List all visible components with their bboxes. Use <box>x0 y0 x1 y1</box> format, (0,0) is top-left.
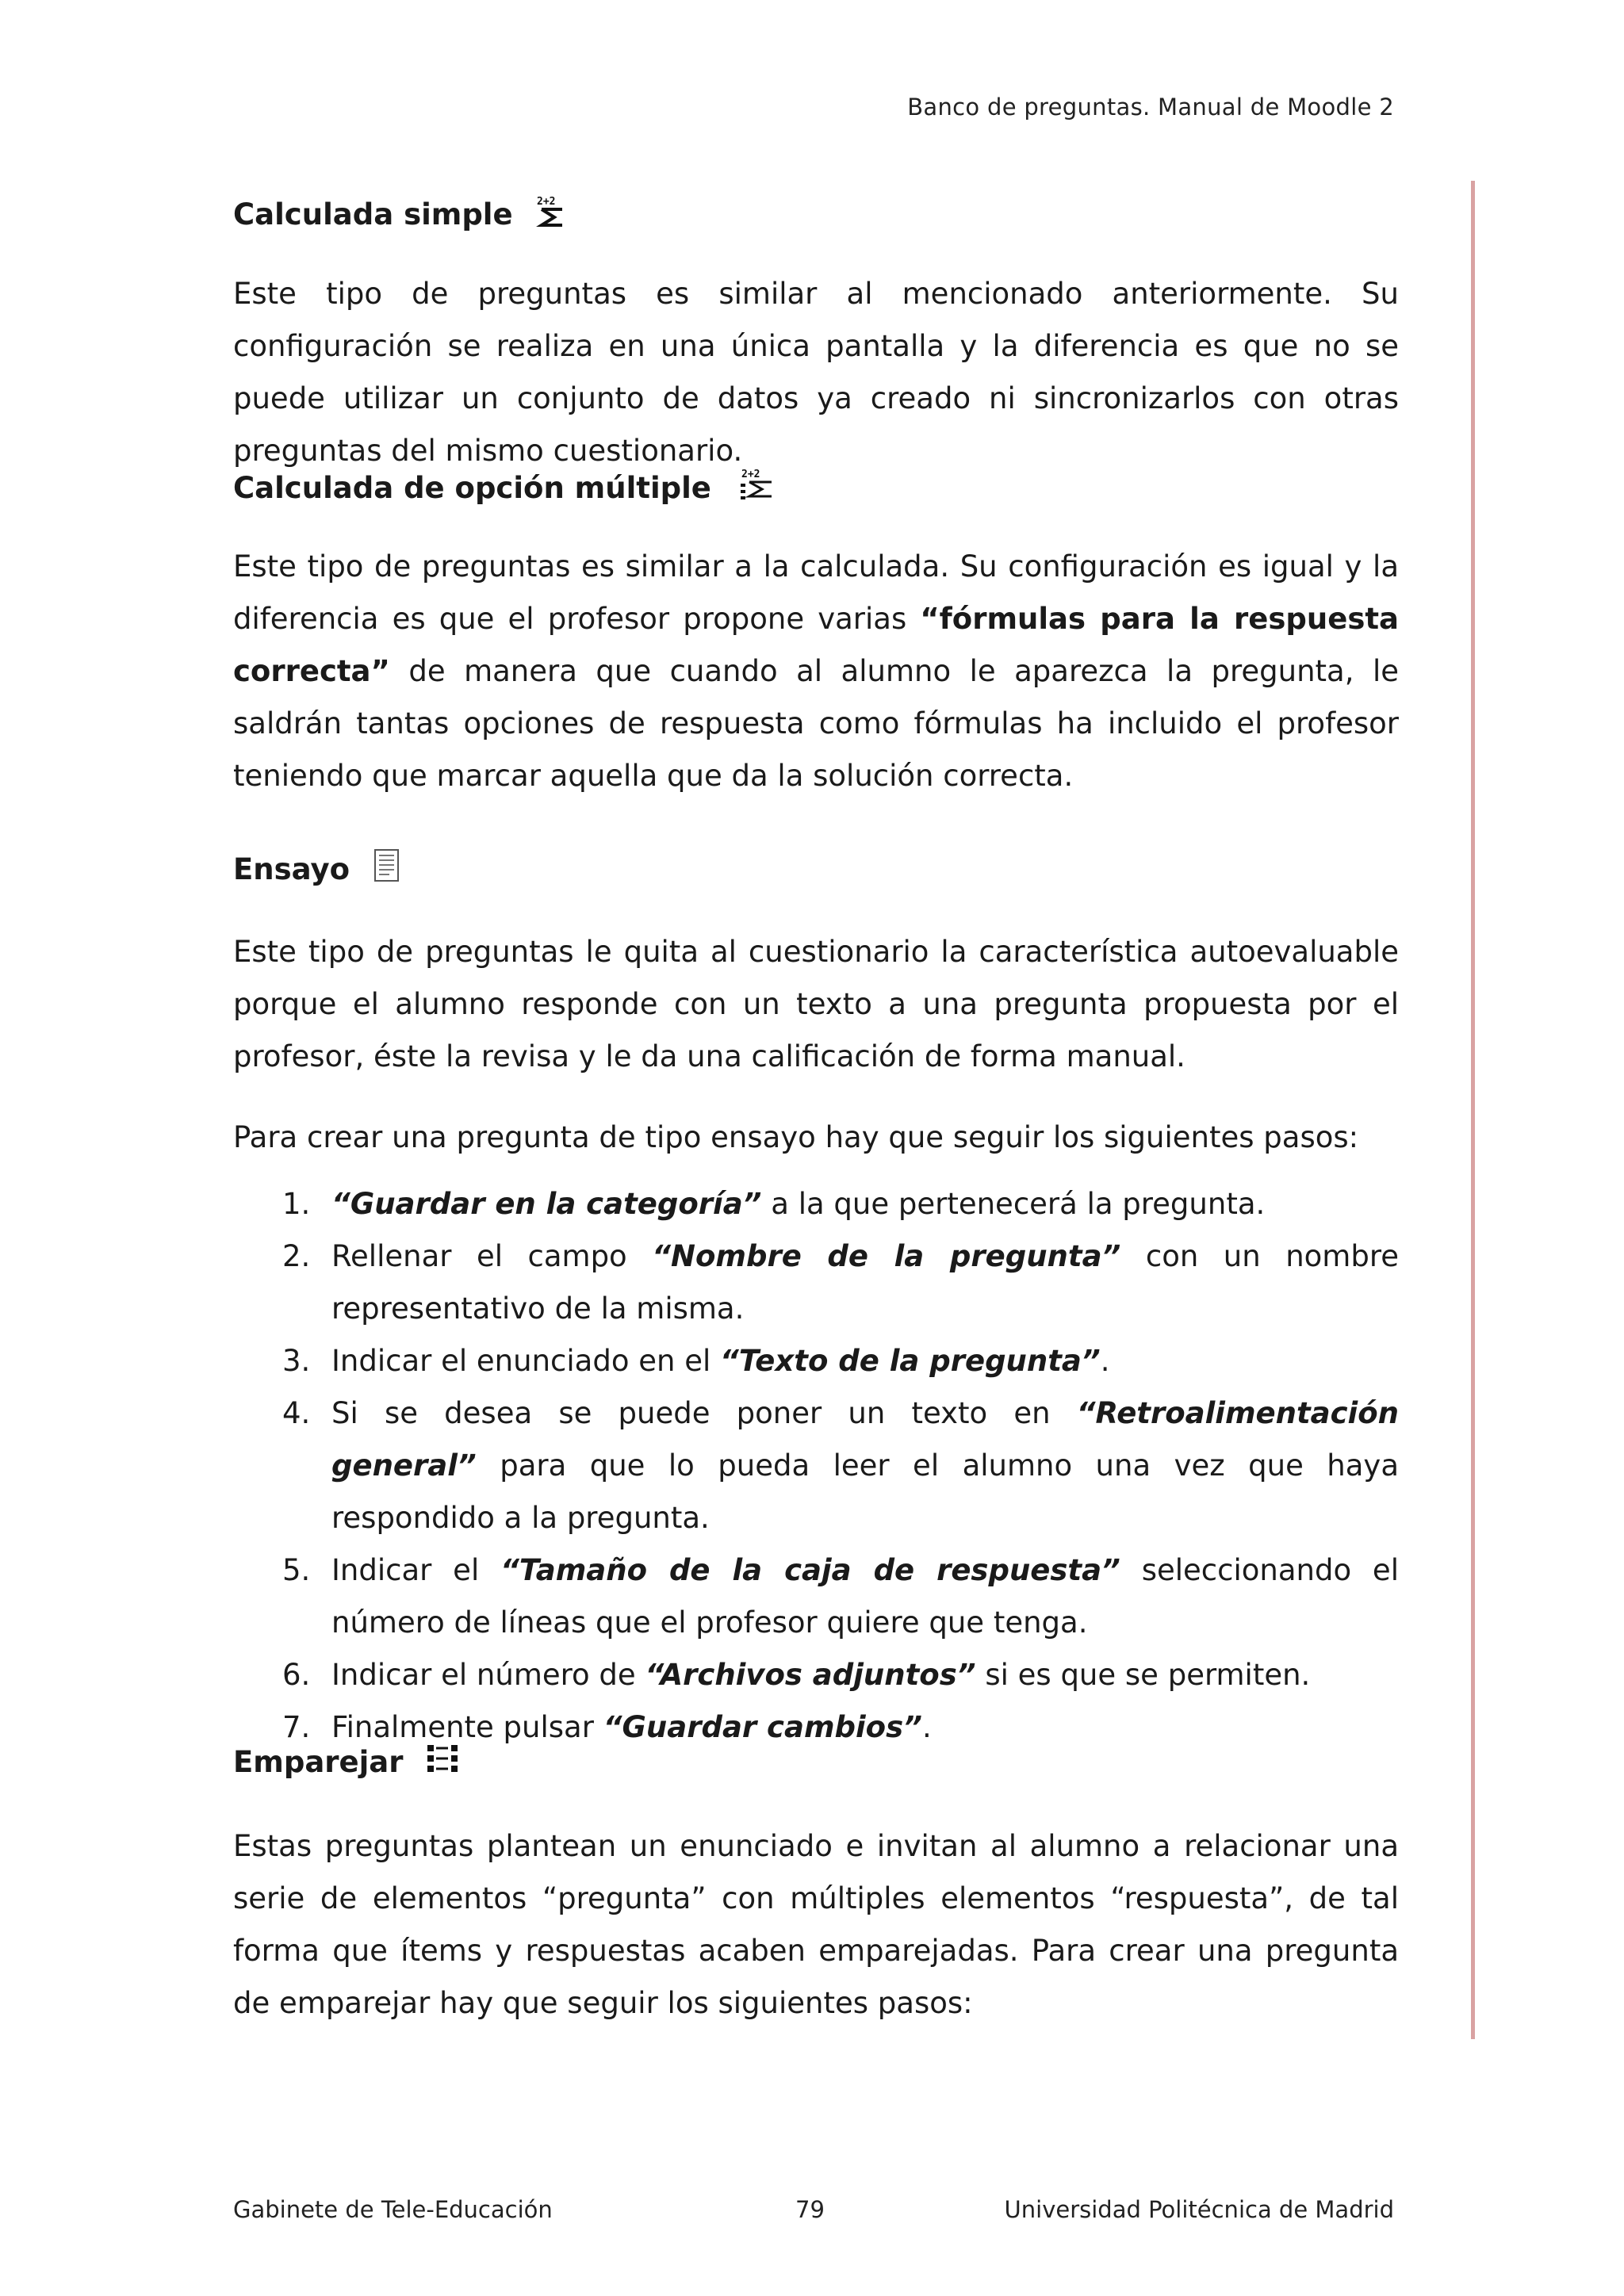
margin-rule <box>1471 181 1475 2039</box>
footer-right: Universidad Politécnica de Madrid <box>1004 2196 1394 2223</box>
heading-calculada-multiple-text: Calculada de opción múltiple <box>233 471 711 505</box>
ensayo-paragraph-1: Este tipo de preguntas le quita al cuestionario la característica autoevaluable porque el alumno responde con un texto a una pregunta propuesta por el profesor, éste la revisa y le da una calificación de forma manual. <box>233 935 1399 1073</box>
calculated-simple-icon <box>535 193 570 235</box>
ensayo-steps-list <box>233 1178 1399 1754</box>
calculada-multiple-text-a: Este tipo de preguntas es similar a la calculada. Su configuración es igual y la diferencia es que el profesor propone varias <box>233 549 1399 636</box>
ensayo-paragraph-2: Para crear una pregunta de tipo ensayo hay que seguir los siguientes pasos: <box>233 1120 1359 1154</box>
calculada-multiple-paragraph <box>233 541 1399 802</box>
calculada-multiple-text-c: de manera que cuando al alumno le aparezca la pregunta, le saldrán tantas opciones de respuesta como fórmulas ha incluido el profesor teniendo que marcar aquella que da la solución correcta. <box>233 654 1399 793</box>
list-item: 1. “Guardar en la categoría” a la que pertenecerá la pregunta. <box>282 1187 1266 1221</box>
svg-text:2+2: 2+2 <box>741 469 760 480</box>
heading-ensayo-text: Ensayo <box>233 852 350 886</box>
essay-icon <box>373 848 400 890</box>
heading-emparejar-text: Emparejar <box>233 1745 404 1779</box>
list-item: 2. Rellenar el campo “Nombre de la pregunta” con un nombre representativo de la misma. <box>282 1239 1399 1326</box>
heading-emparejar <box>233 1743 461 1781</box>
calculada-multiple-text-b: “fórmulas para la respuesta correcta” <box>233 602 1399 688</box>
heading-calculada-simple-text: Calculada simple <box>233 197 513 232</box>
emparejar-paragraph: Estas preguntas plantean un enunciado e invitan al alumno a relacionar una serie de elementos “pregunta” con múltiples elementos “respuesta”, de tal forma que ítems y respuestas acaben emparejadas. Para crear una pregunta de emparejar hay que seguir los siguientes pasos: <box>233 1829 1399 2020</box>
running-header: Banco de preguntas. Manual de Moodle 2 <box>907 94 1394 121</box>
heading-calculada-simple <box>233 193 570 235</box>
list-item: 5. Indicar el “Tamaño de la caja de respuesta” seleccionando el número de líneas que el profesor quiere que tenga. <box>282 1553 1399 1640</box>
list-item: 3. Indicar el enunciado en el “Texto de la pregunta”. <box>282 1344 1110 1378</box>
footer-left: Gabinete de Tele-Educación <box>233 2196 553 2223</box>
page-number: 79 <box>795 2196 825 2223</box>
calculated-multichoice-icon <box>740 466 776 510</box>
list-item: 7. Finalmente pulsar “Guardar cambios”. <box>282 1710 932 1744</box>
matching-icon <box>426 1743 461 1781</box>
list-item: 4. Si se desea se puede poner un texto en “Retroalimentación general” para que lo pueda leer el alumno una vez que haya respondido a la pregunta. <box>282 1396 1399 1535</box>
calculada-simple-paragraph: Este tipo de preguntas es similar al mencionado anteriormente. Su configuración se realiza en una única pantalla y la diferencia es que no se puede utilizar un conjunto de datos ya creado ni sincronizarlos con otras preguntas del mismo cuestionario. <box>233 277 1399 468</box>
svg-text:2+2: 2+2 <box>536 196 556 208</box>
heading-calculada-multiple <box>233 466 776 510</box>
heading-ensayo <box>233 848 400 890</box>
list-item: 6. Indicar el número de “Archivos adjuntos” si es que se permiten. <box>282 1658 1311 1692</box>
